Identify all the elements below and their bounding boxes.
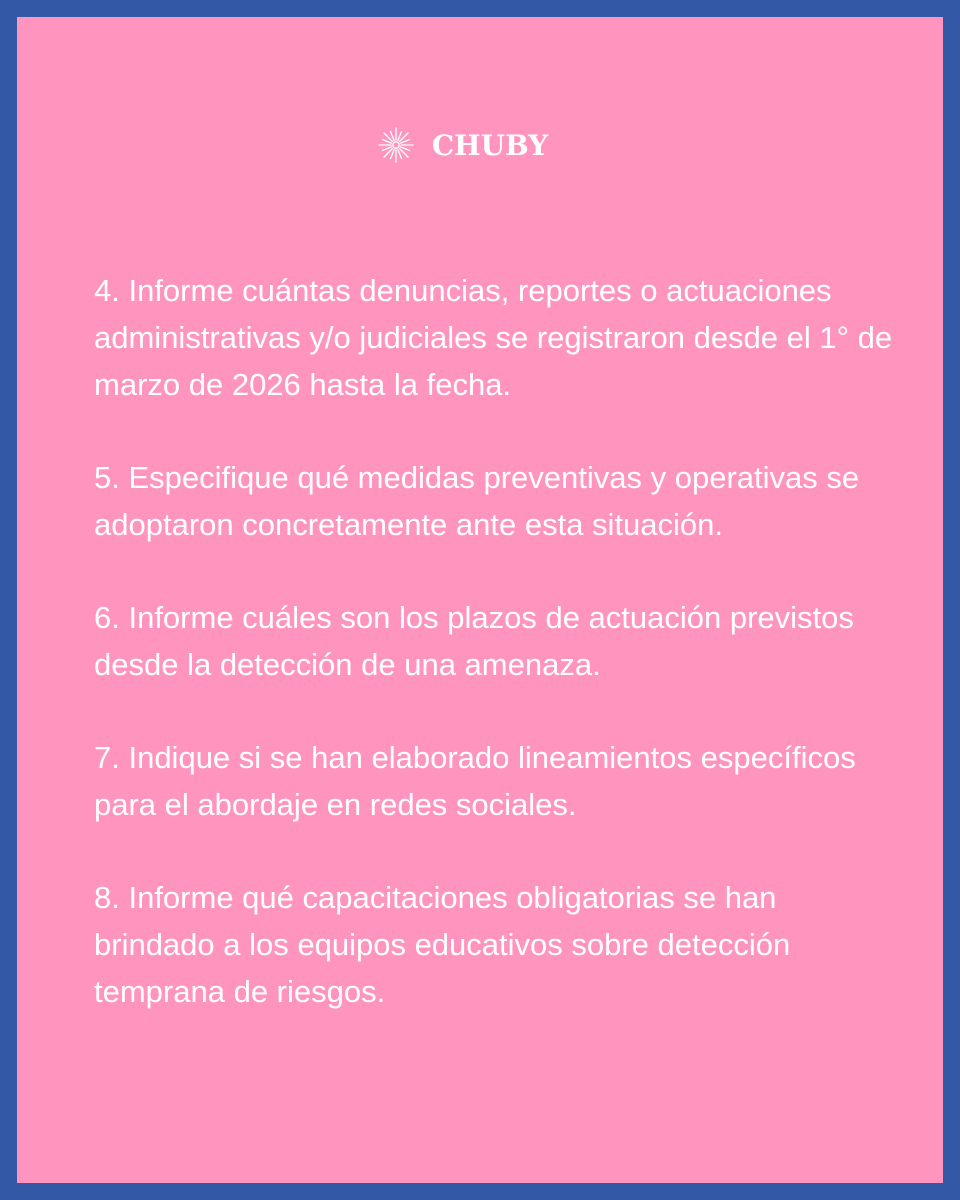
question-7: 7. Indique si se han elaborado lineamientos específicos para el abordaje en redes sociales. (94, 740, 856, 822)
question-4: 4. Informe cuántas denuncias, reportes o actuaciones administrativas y/o judiciales se registraron desde el 1° de marzo de 2026 hasta la fecha. (94, 273, 893, 402)
question-5: 5. Especifique qué medidas preventivas y operativas se adoptaron concretamente ante esta situación. (94, 460, 860, 542)
starburst-icon (378, 127, 414, 163)
content-card (17, 17, 943, 1183)
questions-list (94, 267, 894, 1061)
question-8: 8. Informe qué capacitaciones obligatorias se han brindado a los equipos educativos sobre detección temprana de riesgos. (94, 880, 791, 1009)
brand-name: CHUBY (431, 128, 549, 162)
question-6: 6. Informe cuáles son los plazos de actuación previstos desde la detección de una amenaza. (94, 600, 854, 682)
brand-header (0, 127, 926, 163)
